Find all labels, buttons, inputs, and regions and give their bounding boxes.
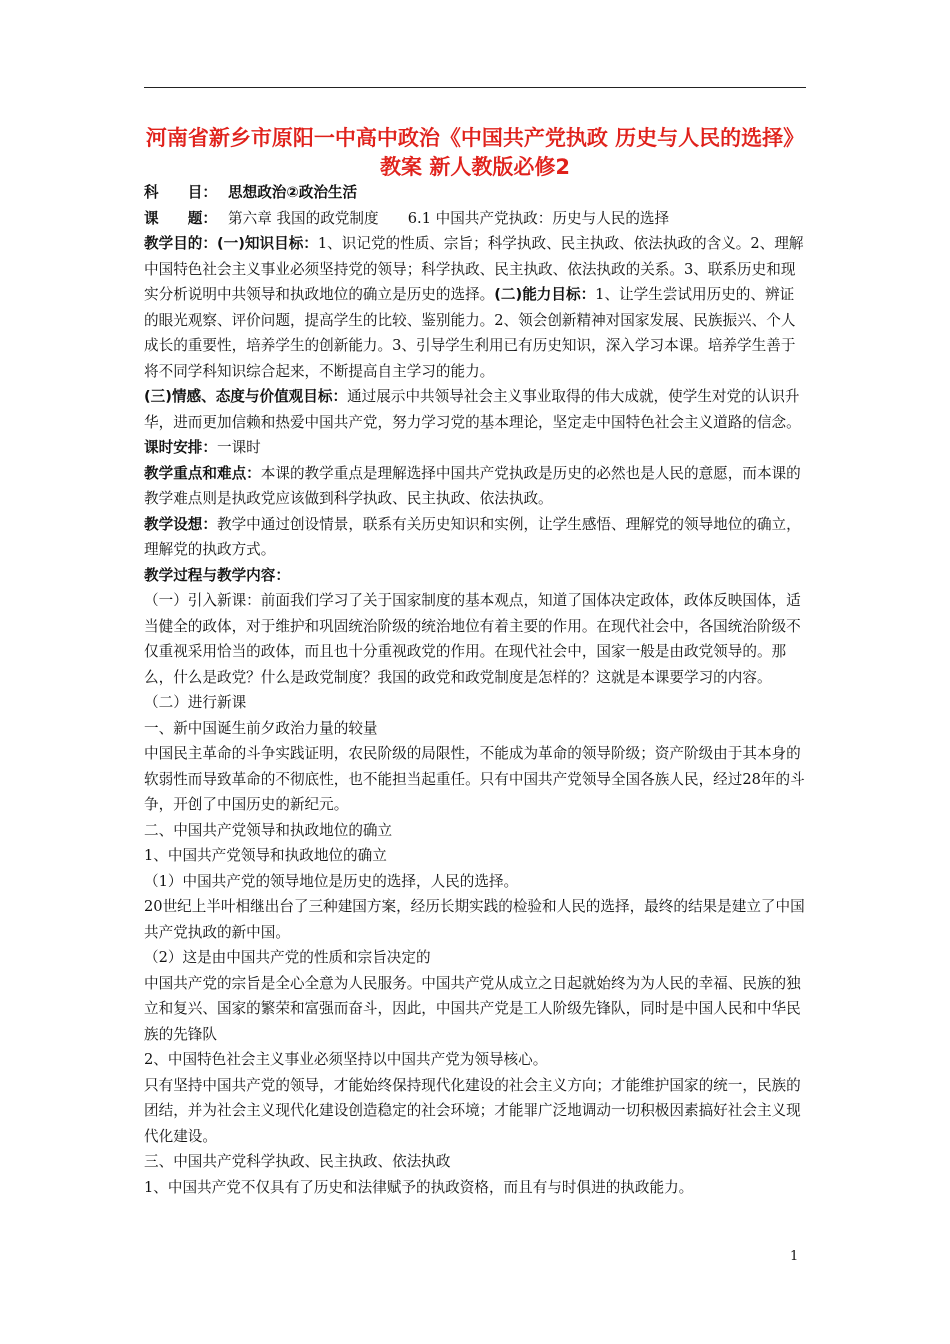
ability-text: 1、让学生尝试用历史的、辨证的眼光观察、评价问题，提高学生的比较、鉴别能力。2、领会创新精神对国家发展、民族振兴、个人成长的重要性，培养学生的创新能力。3、引导学生利用已有历史知识，深入学习本课。培养学生善于将不同学科知识综合起来，不断提高自主学习的能力。: [144, 286, 796, 380]
values-paragraph: [144, 384, 808, 435]
design-paragraph: [144, 512, 808, 563]
design-label: 教学设想：: [144, 515, 217, 533]
values-text: 通过展示中共领导社会主义事业取得的伟大成就，使学生对党的认识升华，进而更加信赖和热爱中国共产党，努力学习党的基本理论，坚定走中国特色社会主义道路的信念。: [144, 388, 801, 431]
section2-point1: （1）中国共产党的领导地位是历史的选择，人民的选择。: [144, 872, 519, 890]
section3-sub1: 1、中国共产党不仅具有了历史和法律赋予的执政资格，而且有与时俱进的执政能力。: [144, 1178, 694, 1196]
intro-paragraph: （一）引入新课：前面我们学习了关于国家制度的基本观点，知道了国体决定政体，政体反映国体，适当健全的政体，对于维护和巩固统治阶级的统治地位有着主要的作用。在现代社会中，各国统治阶级不仅重视采用恰当的政体，而且也十分重视政党的作用。在现代社会中，国家一般是由政党领导的。那么，什么是政党？什么是政党制度？我国的政党和政党制度是怎样的？这就是本课要学习的内容。: [144, 592, 801, 686]
header-rule: [144, 87, 806, 88]
subject-line: [144, 180, 808, 206]
focus-label: 教学重点和难点：: [144, 464, 261, 482]
schedule-label: 课时安排：: [144, 439, 217, 456]
objectives-label: 教学目的：: [144, 235, 217, 252]
lesson-label: 课 题：: [144, 209, 217, 227]
new-lesson-line: （二）进行新课: [144, 694, 247, 711]
ability-label: (二)能力目标：: [494, 286, 596, 303]
section1-text: 中国民主革命的斗争实践证明，农民阶级的局限性，不能成为革命的领导阶级；资产阶级由于其本身的软弱性而导致革命的不彻底性，也不能担当起重任。只有中国共产党领导全国各族人民，经过28年的斗争，开创了中国历史的新纪元。: [144, 745, 805, 813]
focus-paragraph: [144, 461, 808, 512]
section2-sub1: 1、中国共产党领导和执政地位的确立: [144, 847, 387, 864]
section2-heading: 二、中国共产党领导和执政地位的确立: [144, 821, 393, 839]
objectives-paragraph: [144, 231, 808, 384]
schedule-value: 一课时: [216, 439, 261, 456]
page-number: 1: [790, 1249, 799, 1264]
section1-heading: 一、新中国诞生前夕政治力量的较量: [144, 719, 378, 737]
focus-text: 本课的教学重点是理解选择中国共产党执政是历史的必然也是人民的意愿，而本课的教学难点则是执政党应该做到科学执政、民主执政、依法执政。: [144, 464, 801, 507]
process-label: 教学过程与教学内容：: [144, 566, 290, 584]
document-title: 河南省新乡市原阳一中高中政治《中国共产党执政 历史与人民的选择》教案 新人教版必修2: [145, 126, 805, 179]
design-text: 教学中通过创设情景，联系有关历史知识和实例，让学生感悟、理解党的领导地位的确立，理解党的执政方式。: [144, 515, 801, 558]
section2-point2: （2）这是由中国共产党的性质和宗旨决定的: [144, 949, 431, 966]
subject-label: 科 目：: [144, 184, 217, 201]
section2-point1-text: 20世纪上半叶相继出台了三种建国方案，经历长期实践的检验和人民的选择，最终的结果是建立了中国共产党执政的新中国。: [144, 898, 805, 941]
section2-sub2-text: 只有坚持中国共产党的领导，才能始终保持现代化建设的社会主义方向；才能维护国家的统一，民族的团结，并为社会主义现代化建设创造稳定的社会环境；才能罪广泛地调动一切积极因素搞好社会主义现代化建设。: [144, 1076, 801, 1145]
knowledge-label: (一)知识目标：: [216, 235, 318, 252]
lesson-value: 第六章 我国的政党制度 6.1 中国共产党执政：历史与人民的选择: [228, 209, 670, 227]
schedule-line: [144, 435, 808, 461]
lesson-line: [144, 206, 808, 232]
section2-point2-text: 中国共产党的宗旨是全心全意为人民服务。中国共产党从成立之日起就始终为为人民的幸福、民族的独立和复兴、国家的繁荣和富强而奋斗，因此，中国共产党是工人阶级先锋队，同时是中国人民和中华民族的先锋队: [144, 974, 801, 1043]
section3-heading: 三、中国共产党科学执政、民主执政、依法执政: [144, 1153, 451, 1170]
subject-value: 思想政治②政治生活: [228, 184, 358, 201]
knowledge-text: 1、识记党的性质、宗旨；科学执政、民主执政、依法执政的含义。2、理解中国特色社会主义事业必须坚持党的领导；科学执政、民主执政、依法执政的关系。3、联系历史和现实分析说明中共领导和执政地位的确立是历史的选择。: [144, 235, 804, 303]
values-label: (三)情感、态度与价值观目标：: [144, 388, 348, 405]
section2-sub2: 2、中国特色社会主义事业必须坚持以中国共产党为领导核心。: [144, 1051, 548, 1068]
document-body: [144, 180, 808, 1200]
